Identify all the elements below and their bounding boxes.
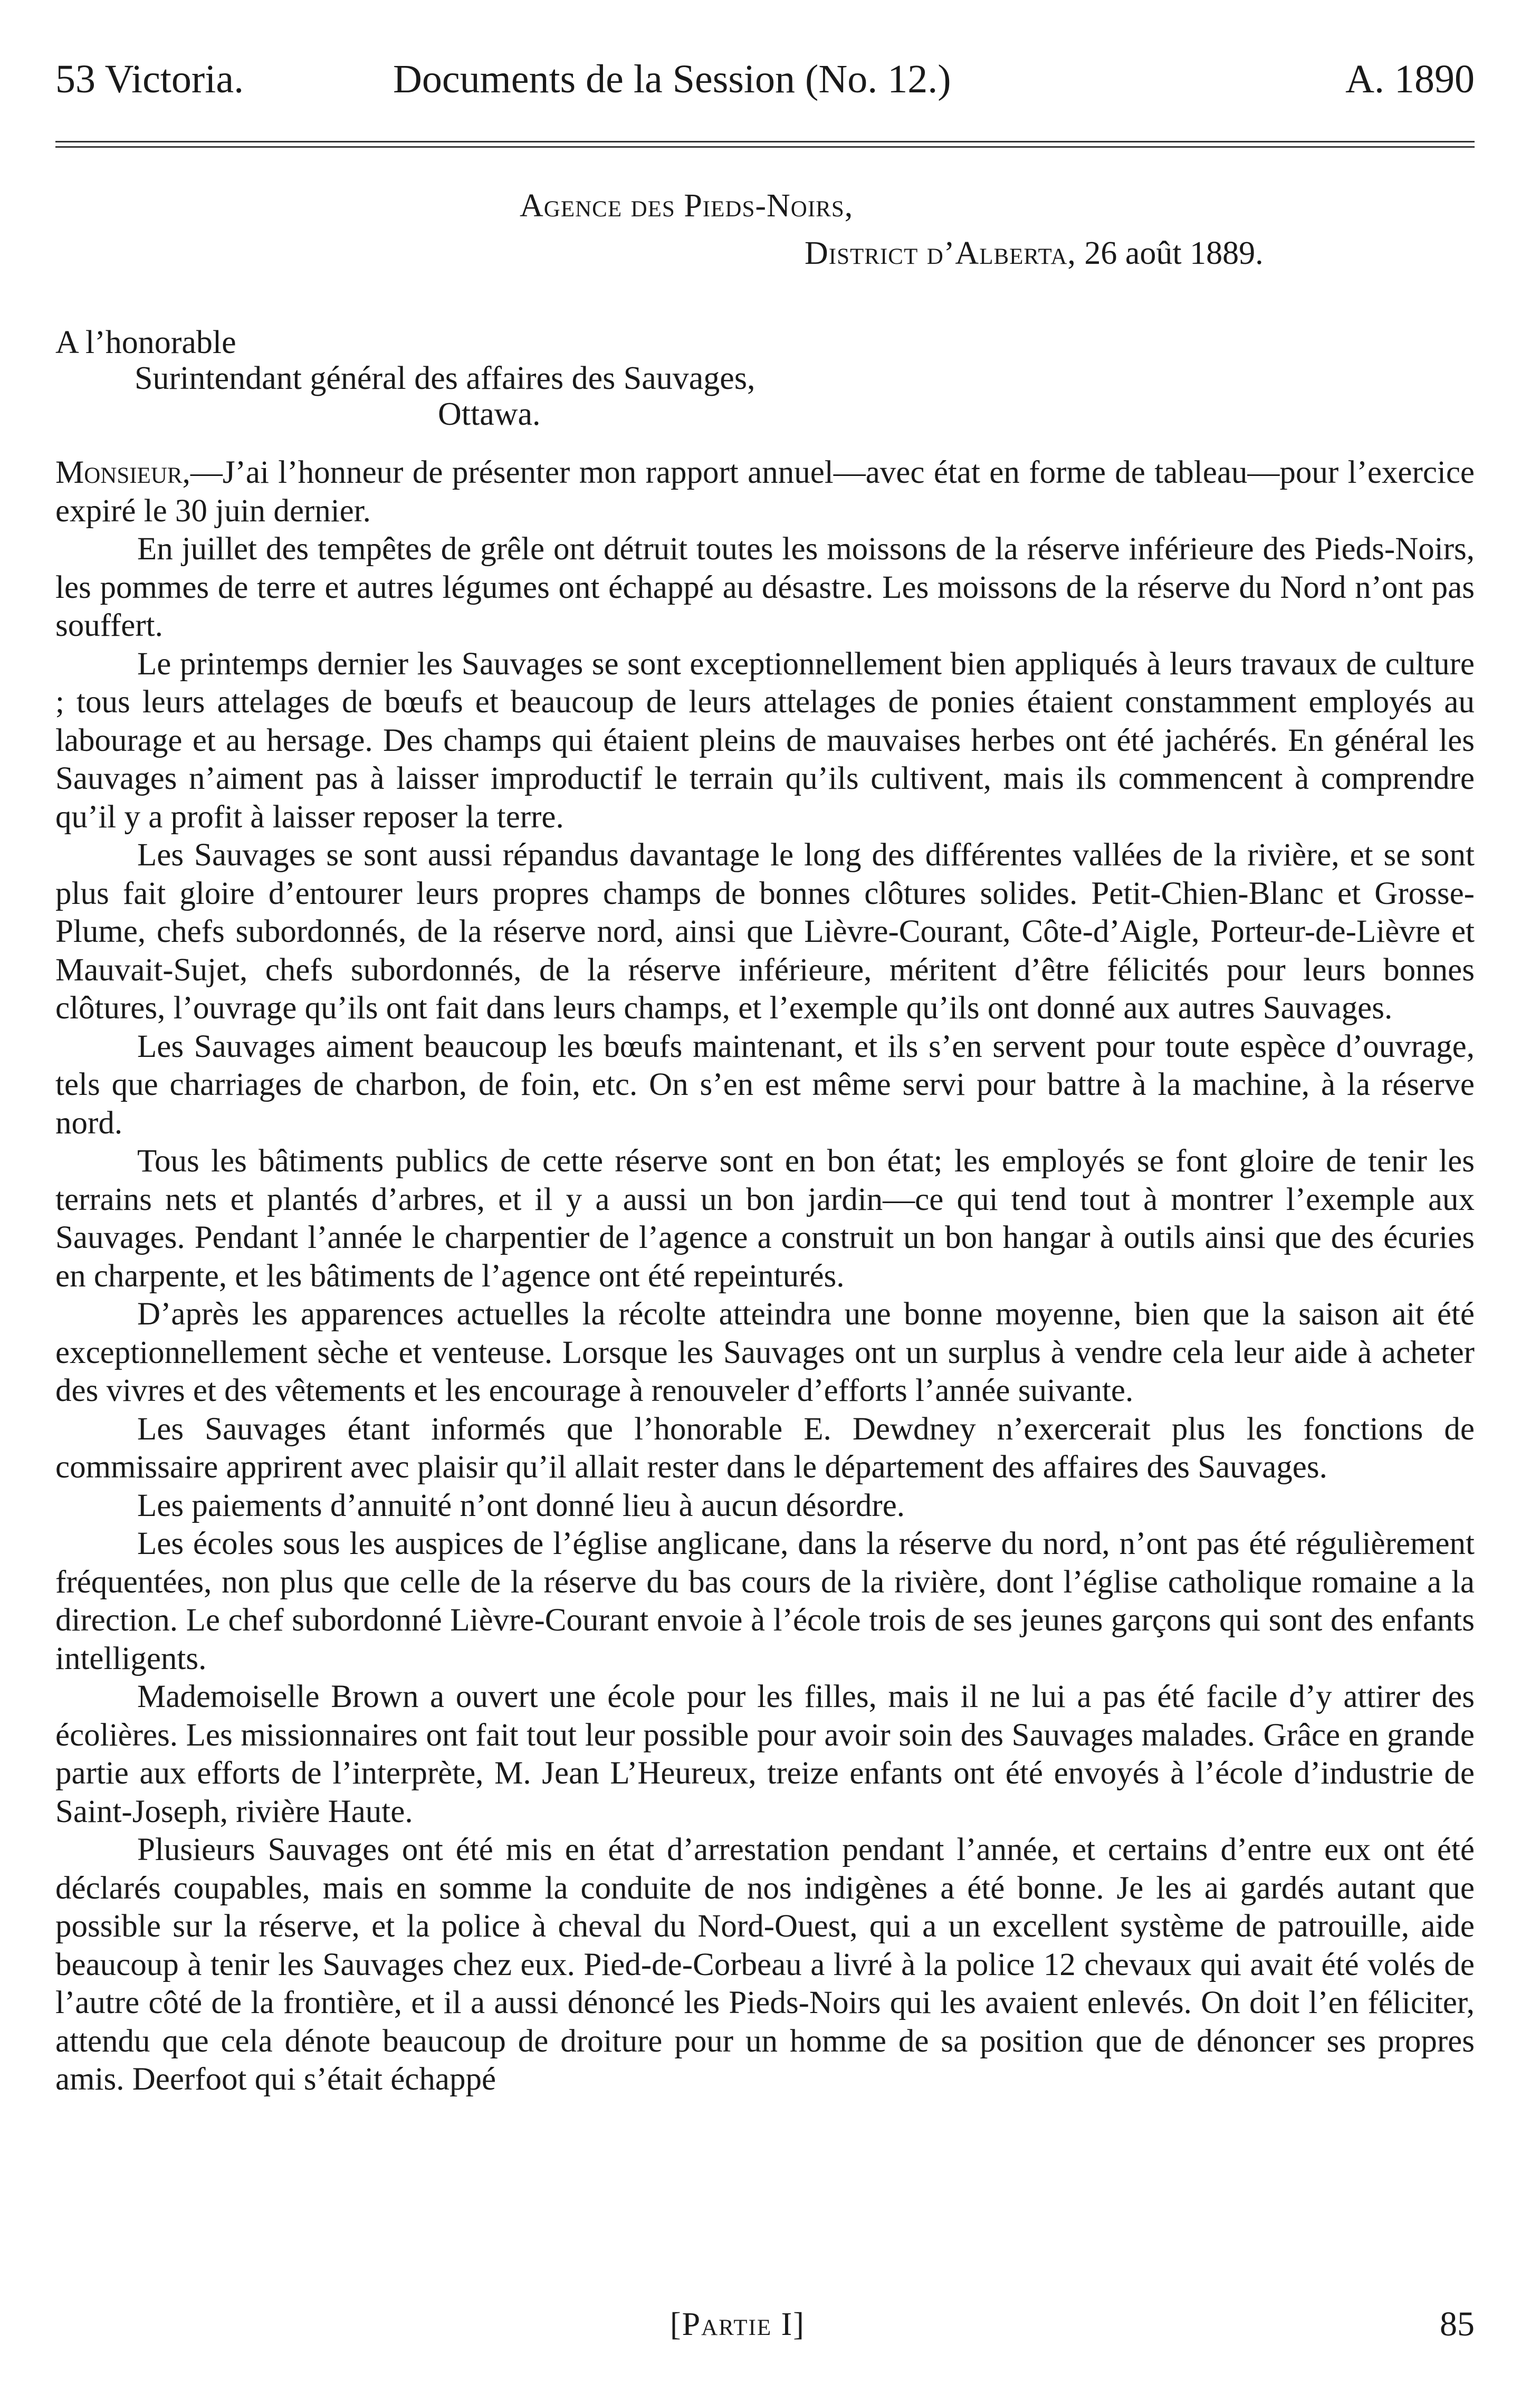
- letter-date: 26 août 1889.: [1084, 235, 1264, 271]
- rule-line-top: [55, 141, 1475, 142]
- document-page: [55, 50, 1475, 2361]
- paragraph: Les Sauvages aiment beaucoup les bœufs maintenant, et ils s’en servent pour toute espèce d’ouvrage, tels que charriages de charbon, de foin, etc. On s’en est même servi pour battre à la machine, à la réserve nord.: [55, 1028, 1475, 1141]
- address-line-1: A l’honorable: [55, 325, 236, 360]
- session-year: 53 Victoria.: [55, 57, 244, 101]
- paragraph: Plusieurs Sauvages ont été mis en état d’arrestation pendant l’année, et certains d’entre eux ont été déclarés coupables, mais en somme la conduite de nos indigènes a été bonne. Je les ai gardés autant que possible sur la réserve, et la police à cheval du Nord-Ouest, qui a un excellent système de patrouille, aide beaucoup à tenir les Sauvages chez eux. Pied-de-Corbeau a livré à la police 12 chevaux qui avait été volés de l’autre côté de la frontière, et il a aussi dénoncé les Pieds-Noirs qui les avaient enlevés. On doit l’en féliciter, attendu que cela dénote beaucoup de droiture pour un homme de sa position que de dénoncer ses propres amis. Deerfoot qui s’était échappé: [55, 1832, 1475, 2097]
- paragraph: Les Sauvages étant informés que l’honorable E. Dewdney n’exercerait plus les fonctions de commissaire apprirent avec plaisir qu’il allait rester dans le département des affaires des Sauvages.: [55, 1411, 1475, 1485]
- paragraph: D’après les apparences actuelles la récolte atteindra une bonne moyenne, bien que la saison ait été exceptionnellement sèche et venteuse. Lorsque les Sauvages ont un surplus à vendre cela leur aide à acheter des vivres et des vêtements et les encourage à renouveler d’efforts l’année suivante.: [55, 1296, 1475, 1408]
- paragraph: Les Sauvages se sont aussi répandus davantage le long des différentes vallées de la rivière, et se sont plus fait gloire d’entourer leurs propres champs de bonnes clôtures solides. Petit-Chien-Blanc et Grosse-Plume, chefs subordonnés, de la réserve nord, ainsi que Lièvre-Courant, Côte-d’Aigle, Porteur-de-Lièvre et Mauvait-Sujet, chefs subordonnés, de la réserve inférieure, méritent d’être félicités pour leurs bonnes clôtures, l’ouvrage qu’ils ont fait dans leurs champs, et l’exemple qu’ils ont donné aux autres Sauvages.: [55, 837, 1475, 1026]
- paragraph-text: —J’ai l’honneur de présenter mon rapport annuel—avec état en forme de tableau—pour l’exercice expiré le 30 juin dernier.: [55, 455, 1475, 529]
- paragraph: Mademoiselle Brown a ouvert une école pour les filles, mais il ne lui a pas été facile d’y attirer des écolières. Les missionnaires ont fait tout leur possible pour avoir soin des Sauvages malades. Grâce en grande partie aux efforts de l’interprète, M. Jean L’Heureux, treize enfants ont été envoyés à l’école d’industrie de Saint-Joseph, rivière Haute.: [55, 1679, 1475, 1829]
- agency-name: Agence des Pieds-Noirs,: [520, 188, 854, 224]
- header-rule: [55, 141, 1475, 151]
- running-head: [55, 50, 1475, 108]
- document-title: Documents de la Session (No. 12.): [393, 57, 951, 101]
- address-line-3: Ottawa.: [438, 396, 541, 432]
- paragraph: Le printemps dernier les Sauvages se sont exceptionnellement bien appliqués à leurs travaux de culture ; tous leurs attelages de bœufs et beaucoup de leurs attelages de ponies étaient constamment employés au labourage et au hersage. Des champs qui étaient pleins de mauvaises herbes ont été jachérés. En général les Sauvages n’aiment pas à laisser improductif le terrain qu’ils cultivent, mais ils commencent à comprendre qu’il y a profit à laisser reposer la terre.: [55, 646, 1475, 835]
- address-line-2: Surintendant général des affaires des Sauvages,: [135, 360, 755, 396]
- letter-body: [55, 454, 1475, 2264]
- recipient-address: [55, 325, 1475, 432]
- district-line: [55, 230, 1475, 277]
- rule-line-bottom: [55, 146, 1475, 148]
- part-marker: [Partie I]: [670, 2306, 805, 2342]
- paragraph: [55, 454, 1475, 530]
- paragraph: En juillet des tempêtes de grêle ont détruit toutes les moissons de la réserve inférieure des Pieds-Noirs, les pommes de terre et autres légumes ont échappé au désastre. Les moissons de la réserve du Nord n’ont pas souffert.: [55, 531, 1475, 643]
- dateline: [55, 182, 1475, 277]
- page-number: 85: [1440, 2305, 1475, 2343]
- paragraph: Les paiements d’annuité n’ont donné lieu à aucun désordre.: [137, 1487, 905, 1523]
- page-footer: [55, 2303, 1475, 2345]
- document-year: A. 1890: [1345, 57, 1475, 101]
- salutation: Monsieur,: [55, 455, 190, 490]
- paragraph: Tous les bâtiments publics de cette réserve sont en bon état; les employés se font gloire de tenir les terrains nets et plantés d’arbres, et il y a aussi un bon jardin—ce qui tend tout à montrer l’exemple aux Sauvages. Pendant l’année le charpentier de l’agence a construit un bon hangar à outils ainsi que des écuries en charpente, et les bâtiments de l’agence ont été repeinturés.: [55, 1143, 1475, 1294]
- district-name: District d’Alberta,: [805, 235, 1076, 271]
- paragraph: Les écoles sous les auspices de l’église anglicane, dans la réserve du nord, n’ont pas été régulièrement fréquentées, non plus que celle de la réserve du bas cours de la rivière, dont l’église catholique romaine a la direction. Le chef subordonné Lièvre-Courant envoie à l’école trois de ses jeunes garçons qui sont des enfants intelligents.: [55, 1526, 1475, 1676]
